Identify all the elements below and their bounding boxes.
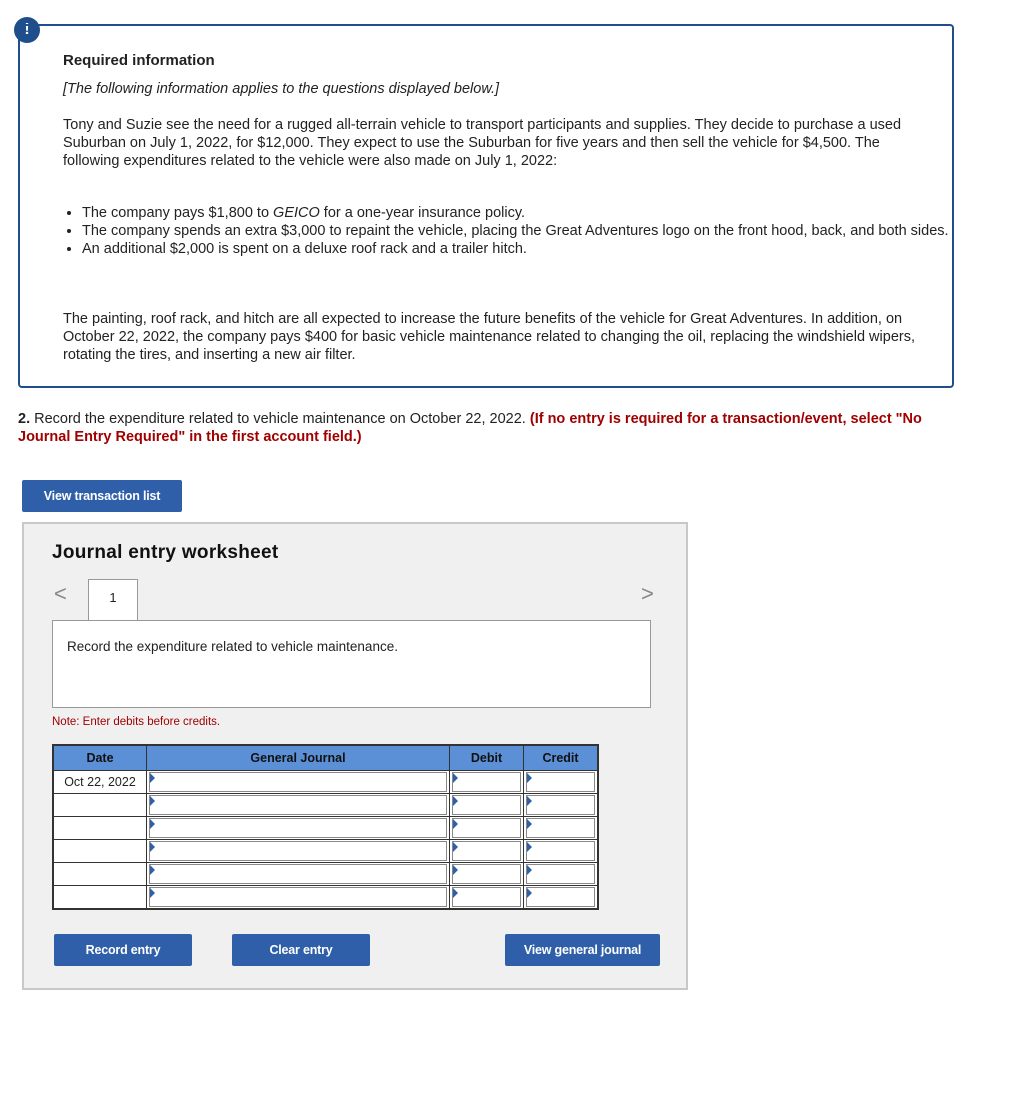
list-item: • An additional $2,000 is spent on a deluxe roof rack and a trailer hitch.: [82, 240, 962, 258]
question-text: Record the expenditure related to vehicle maintenance on October 22, 2022.: [30, 411, 530, 427]
column-header-general-journal: General Journal: [147, 745, 450, 771]
dropdown-indicator-icon: [453, 796, 458, 806]
table-row: [53, 863, 598, 886]
alert-icon: !: [14, 17, 40, 43]
table-row: [53, 817, 598, 840]
dropdown-indicator-icon: [150, 796, 155, 806]
dropdown-indicator-icon: [150, 819, 155, 829]
record-entry-button[interactable]: Record entry: [54, 934, 192, 966]
dropdown-indicator-icon: [527, 773, 532, 783]
dropdown-indicator-icon: [527, 888, 532, 898]
entry-note: Note: Enter debits before credits.: [52, 716, 221, 728]
entry-description: Record the expenditure related to vehicle maintenance.: [52, 620, 651, 708]
list-item: [82, 204, 962, 222]
bullet-text: The company pays $1,800 to: [82, 205, 274, 221]
info-subtitle: [The following information applies to the questions displayed below.]: [63, 81, 500, 97]
credit-field[interactable]: [524, 886, 599, 910]
info-paragraph-2: The painting, roof rack, and hitch are all expected to increase the future benefits of the vehicle for Great Adventures. In addition, on October 22, 2022, the company pays $400 for basic vehicle maintenance related to changing the oil, replacing the windshield wipers, rotating the tires, and inserting a new air filter.: [63, 311, 915, 363]
account-field[interactable]: [147, 794, 450, 817]
debit-field[interactable]: [450, 863, 524, 886]
dropdown-indicator-icon: [150, 888, 155, 898]
dropdown-indicator-icon: [527, 819, 532, 829]
dropdown-indicator-icon: [527, 842, 532, 852]
chevron-left-icon[interactable]: <: [54, 581, 67, 606]
dropdown-indicator-icon: [527, 865, 532, 875]
dropdown-indicator-icon: [150, 865, 155, 875]
table-row: [53, 771, 598, 794]
info-title: Required information: [63, 52, 215, 69]
debit-field[interactable]: [450, 771, 524, 794]
question-number: 2.: [18, 411, 31, 427]
bullet-company-name: GEICO: [273, 205, 320, 221]
dropdown-indicator-icon: [453, 888, 458, 898]
debit-field[interactable]: [450, 817, 524, 840]
column-header-credit: Credit: [524, 745, 599, 771]
credit-field[interactable]: [524, 863, 599, 886]
list-item: • The company spends an extra $3,000 to repaint the vehicle, placing the Great Adventures logo on the front hood, back, and both sides.: [82, 222, 962, 240]
account-field[interactable]: [147, 886, 450, 910]
date-cell: [53, 886, 147, 910]
worksheet-title: Journal entry worksheet: [52, 542, 279, 563]
date-cell: Oct 22, 2022: [53, 771, 147, 794]
journal-header-row: [53, 745, 598, 771]
credit-field[interactable]: [524, 817, 599, 840]
dropdown-indicator-icon: [453, 773, 458, 783]
date-cell: [53, 840, 147, 863]
dropdown-indicator-icon: [453, 842, 458, 852]
question-note: (If no entry is required for a transaction/event, select "No Journal Entry Required" in the first account field.): [18, 411, 922, 445]
date-cell: [53, 794, 147, 817]
info-paragraph-1: Tony and Suzie see the need for a rugged all-terrain vehicle to transport participants and supplies. They decide to purchase a used Suburban on July 1, 2022, for $12,000. They expect to use the Suburban for five years and then sell the vehicle for $4,500. The following expenditures related to the vehicle were also made on July 1, 2022:: [63, 117, 902, 169]
dropdown-indicator-icon: [453, 865, 458, 875]
debit-field[interactable]: [450, 886, 524, 910]
credit-field[interactable]: [524, 840, 599, 863]
table-row: [53, 886, 598, 910]
dropdown-indicator-icon: [150, 842, 155, 852]
journal-entry-worksheet: [22, 522, 688, 990]
column-header-debit: Debit: [450, 745, 524, 771]
entry-tab-1[interactable]: 1: [88, 579, 138, 621]
account-field[interactable]: [147, 771, 450, 794]
date-cell: [53, 817, 147, 840]
expenditure-list: [60, 204, 962, 258]
view-transaction-list-button[interactable]: View transaction list: [22, 480, 182, 512]
table-row: [53, 840, 598, 863]
credit-field[interactable]: [524, 794, 599, 817]
date-cell: [53, 863, 147, 886]
clear-entry-button[interactable]: Clear entry: [232, 934, 370, 966]
column-header-date: Date: [53, 745, 147, 771]
account-field[interactable]: [147, 863, 450, 886]
chevron-right-icon[interactable]: >: [641, 581, 654, 606]
bullet-text: for a one-year insurance policy.: [319, 205, 526, 221]
dropdown-indicator-icon: [527, 796, 532, 806]
table-row: [53, 794, 598, 817]
account-field[interactable]: [147, 817, 450, 840]
dropdown-indicator-icon: [453, 819, 458, 829]
debit-field[interactable]: [450, 794, 524, 817]
account-field[interactable]: [147, 840, 450, 863]
debit-field[interactable]: [450, 840, 524, 863]
credit-field[interactable]: [524, 771, 599, 794]
journal-table: [52, 744, 599, 910]
question-prompt: [18, 410, 938, 446]
required-information-panel: [18, 24, 954, 388]
dropdown-indicator-icon: [150, 773, 155, 783]
view-general-journal-button[interactable]: View general journal: [505, 934, 660, 966]
